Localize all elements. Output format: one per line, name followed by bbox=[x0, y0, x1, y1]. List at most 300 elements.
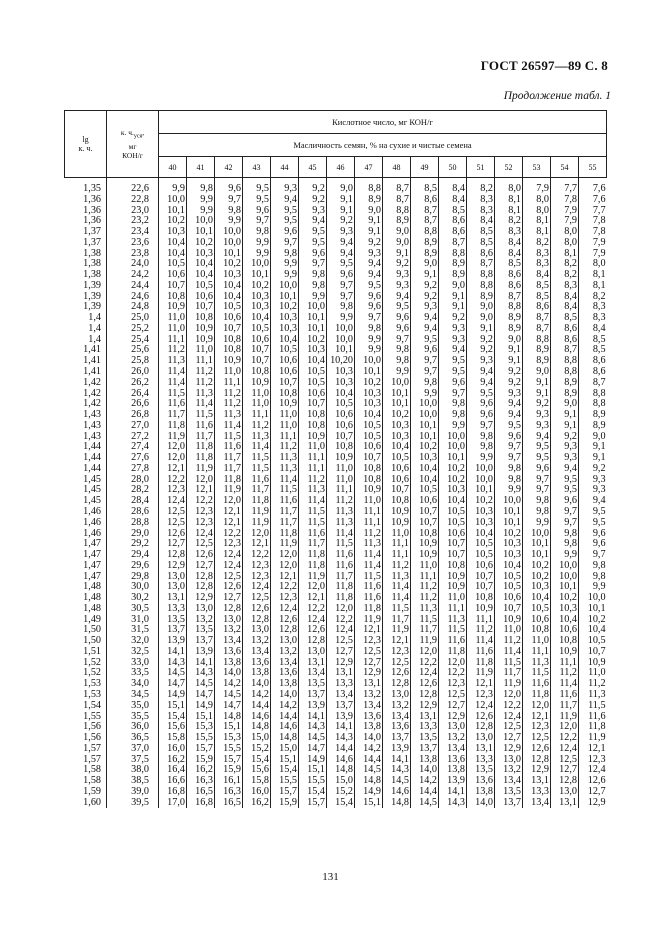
cell-value: 9,9 bbox=[467, 453, 495, 464]
cell-value: 14,0 bbox=[271, 690, 299, 701]
cell-value: 9,5 bbox=[271, 206, 299, 217]
cell-value: 12,7 bbox=[551, 765, 579, 776]
cell-value: 11,7 bbox=[271, 507, 299, 518]
cell-value: 16,2 bbox=[187, 765, 215, 776]
cell-value: 8,3 bbox=[551, 281, 579, 292]
cell-value: 9,5 bbox=[439, 367, 467, 378]
cell-value: 8,1 bbox=[579, 281, 607, 292]
cell-value: 12,0 bbox=[159, 442, 187, 453]
cell-value: 10,5 bbox=[355, 421, 383, 432]
cell-acid-number: 36,0 bbox=[107, 722, 159, 733]
cell-acid-number: 24,8 bbox=[107, 302, 159, 313]
cell-value: 10,7 bbox=[243, 345, 271, 356]
cell-value: 10,6 bbox=[187, 292, 215, 303]
cell-value: 13,0 bbox=[551, 787, 579, 798]
cell-value: 9,7 bbox=[355, 313, 383, 324]
cell-value: 13,6 bbox=[271, 668, 299, 679]
cell-value: 10,5 bbox=[355, 432, 383, 443]
cell-lg: 1,45 bbox=[83, 474, 101, 485]
cell-value: 8,0 bbox=[495, 178, 523, 195]
cell-value: 12,9 bbox=[159, 561, 187, 572]
cell-value: 11,2 bbox=[579, 679, 607, 690]
cell-value: 9,2 bbox=[439, 313, 467, 324]
column-header-oil-53: 53 bbox=[523, 157, 551, 178]
cell-value: 12,5 bbox=[383, 658, 411, 669]
cell-value: 10,8 bbox=[439, 561, 467, 572]
cell-value: 10,3 bbox=[411, 453, 439, 464]
cell-value: 9,5 bbox=[495, 421, 523, 432]
column-header-oil-55: 55 bbox=[579, 157, 607, 178]
cell-value: 11,8 bbox=[327, 582, 355, 593]
cell-value: 10,1 bbox=[215, 249, 243, 260]
cell-value: 9,3 bbox=[439, 324, 467, 335]
cell-value: 9,4 bbox=[495, 399, 523, 410]
cell-value: 10,4 bbox=[215, 281, 243, 292]
cell-value: 14,0 bbox=[243, 679, 271, 690]
cell-value: 10,4 bbox=[523, 593, 551, 604]
cell-value: 16,2 bbox=[159, 755, 187, 766]
cell-value: 12,1 bbox=[187, 485, 215, 496]
cell-value: 9,6 bbox=[327, 270, 355, 281]
cell-acid-number: 29,4 bbox=[107, 550, 159, 561]
cell-value: 9,8 bbox=[439, 399, 467, 410]
cell-value: 13,2 bbox=[383, 701, 411, 712]
cell-value: 11,7 bbox=[215, 453, 243, 464]
cell-value: 14,4 bbox=[411, 787, 439, 798]
cell-value: 9,7 bbox=[579, 550, 607, 561]
cell-value: 13,6 bbox=[383, 722, 411, 733]
cell-value: 14,2 bbox=[411, 776, 439, 787]
table-row bbox=[65, 668, 607, 679]
cell-value: 10,8 bbox=[243, 367, 271, 378]
cell-value: 11,2 bbox=[159, 345, 187, 356]
cell-value: 16,5 bbox=[187, 787, 215, 798]
cell-acid-number: 24,6 bbox=[107, 292, 159, 303]
cell-value: 16,1 bbox=[215, 776, 243, 787]
cell-value: 15,9 bbox=[271, 798, 299, 809]
cell-value: 10,4 bbox=[495, 561, 523, 572]
table-row bbox=[65, 335, 607, 346]
table-row bbox=[65, 292, 607, 303]
cell-value: 14,4 bbox=[243, 701, 271, 712]
cell-value: 8,6 bbox=[579, 356, 607, 367]
cell-value: 9,7 bbox=[271, 238, 299, 249]
cell-value: 11,9 bbox=[159, 432, 187, 443]
cell-value: 10,1 bbox=[243, 270, 271, 281]
cell-value: 12,4 bbox=[495, 712, 523, 723]
cell-value: 10,0 bbox=[355, 356, 383, 367]
cell-value: 9,8 bbox=[551, 529, 579, 540]
column-header-oil-41: 41 bbox=[187, 157, 215, 178]
cell-value: 9,9 bbox=[327, 313, 355, 324]
cell-value: 10,9 bbox=[271, 399, 299, 410]
cell-value: 10,8 bbox=[215, 345, 243, 356]
cell-value: 10,6 bbox=[159, 270, 187, 281]
cell-lg: 1,39 bbox=[83, 280, 101, 291]
cell-value: 9,9 bbox=[271, 259, 299, 270]
cell-value: 13,0 bbox=[439, 722, 467, 733]
cell-value: 8,2 bbox=[495, 216, 523, 227]
cell-value: 10,9 bbox=[187, 335, 215, 346]
cell-value: 13,4 bbox=[495, 776, 523, 787]
cell-value: 10,2 bbox=[439, 464, 467, 475]
cell-value: 11,5 bbox=[579, 701, 607, 712]
table-row bbox=[65, 259, 607, 270]
cell-value: 16,5 bbox=[215, 798, 243, 809]
cell-value: 12,7 bbox=[159, 539, 187, 550]
cell-value: 9,3 bbox=[579, 485, 607, 496]
cell-value: 15,3 bbox=[215, 733, 243, 744]
cell-value: 14,5 bbox=[299, 733, 327, 744]
cell-lg: 1,51 bbox=[83, 646, 101, 657]
cell-value: 12,0 bbox=[411, 647, 439, 658]
cell-value: 11,2 bbox=[271, 442, 299, 453]
cell-value: 14,5 bbox=[215, 690, 243, 701]
cell-value: 9,0 bbox=[327, 178, 355, 195]
cell-value: 16,3 bbox=[187, 776, 215, 787]
cell-value: 11,4 bbox=[327, 529, 355, 540]
cell-value: 9,2 bbox=[383, 259, 411, 270]
cell-value: 10,9 bbox=[439, 582, 467, 593]
cell-value: 9,5 bbox=[579, 518, 607, 529]
cell-value: 9,6 bbox=[411, 345, 439, 356]
cell-value: 10,6 bbox=[299, 389, 327, 400]
cell-value: 14,3 bbox=[439, 798, 467, 809]
cell-value: 9,8 bbox=[579, 572, 607, 583]
cell-value: 10,9 bbox=[383, 518, 411, 529]
cell-value: 9,4 bbox=[439, 345, 467, 356]
cell-value: 10,1 bbox=[411, 421, 439, 432]
cell-value: 8,9 bbox=[579, 421, 607, 432]
cell-value: 13,7 bbox=[383, 733, 411, 744]
cell-value: 11,2 bbox=[467, 625, 495, 636]
cell-value: 9,8 bbox=[299, 281, 327, 292]
cell-lg: 1,45 bbox=[83, 485, 101, 496]
cell-value: 12,0 bbox=[187, 475, 215, 486]
cell-value: 13,0 bbox=[467, 733, 495, 744]
cell-value: 12,3 bbox=[215, 539, 243, 550]
cell-value: 10,3 bbox=[327, 367, 355, 378]
cell-value: 10,2 bbox=[439, 475, 467, 486]
cell-value: 9,8 bbox=[467, 432, 495, 443]
cell-value: 13,0 bbox=[187, 604, 215, 615]
cell-value: 11,0 bbox=[579, 668, 607, 679]
cell-value: 11,5 bbox=[187, 410, 215, 421]
cell-value: 11,5 bbox=[159, 389, 187, 400]
cell-value: 10,3 bbox=[551, 604, 579, 615]
cell-value: 12,6 bbox=[299, 625, 327, 636]
cell-value: 9,6 bbox=[355, 292, 383, 303]
cell-value: 10,1 bbox=[579, 604, 607, 615]
cell-value: 9,5 bbox=[523, 453, 551, 464]
table-row bbox=[65, 507, 607, 518]
cell-value: 10,7 bbox=[383, 485, 411, 496]
cell-value: 11,1 bbox=[523, 647, 551, 658]
cell-value: 9,1 bbox=[439, 302, 467, 313]
cell-acid-number: 25,6 bbox=[107, 345, 159, 356]
cell-value: 9,3 bbox=[383, 281, 411, 292]
cell-value: 12,7 bbox=[355, 658, 383, 669]
cell-value: 13,0 bbox=[383, 690, 411, 701]
cell-value: 14,5 bbox=[383, 776, 411, 787]
table-row bbox=[65, 249, 607, 260]
cell-lg: 1,42 bbox=[83, 377, 101, 388]
cell-value: 9,1 bbox=[495, 345, 523, 356]
cell-value: 10,2 bbox=[355, 378, 383, 389]
cell-value: 11,5 bbox=[299, 518, 327, 529]
cell-value: 13,6 bbox=[439, 755, 467, 766]
cell-value: 8,5 bbox=[523, 281, 551, 292]
cell-value: 9,2 bbox=[355, 238, 383, 249]
cell-value: 8,7 bbox=[523, 313, 551, 324]
cell-value: 11,3 bbox=[355, 539, 383, 550]
cell-value: 8,9 bbox=[495, 313, 523, 324]
cell-lg: 1,60 bbox=[65, 798, 107, 809]
cell-value: 9,5 bbox=[551, 485, 579, 496]
cell-value: 10,5 bbox=[467, 550, 495, 561]
cell-value: 8,6 bbox=[411, 195, 439, 206]
cell-value: 8,6 bbox=[551, 335, 579, 346]
cell-value: 11,6 bbox=[467, 647, 495, 658]
column-header-oil-47: 47 bbox=[355, 157, 383, 178]
cell-value: 8,7 bbox=[383, 195, 411, 206]
column-header-oil-46: 46 bbox=[327, 157, 355, 178]
cell-value: 9,5 bbox=[327, 259, 355, 270]
cell-value: 14,1 bbox=[187, 658, 215, 669]
cell-value: 11,9 bbox=[271, 539, 299, 550]
cell-value: 8,7 bbox=[411, 206, 439, 217]
cell-value: 8,7 bbox=[523, 324, 551, 335]
cell-value: 10,6 bbox=[439, 529, 467, 540]
cell-value: 9,5 bbox=[383, 302, 411, 313]
cell-value: 10,7 bbox=[355, 453, 383, 464]
cell-value: 9,1 bbox=[439, 292, 467, 303]
cell-value: 13,1 bbox=[299, 658, 327, 669]
cell-value: 7,6 bbox=[579, 195, 607, 206]
table-row bbox=[65, 281, 607, 292]
cell-value: 14,2 bbox=[215, 679, 243, 690]
cell-value: 11,6 bbox=[327, 550, 355, 561]
cell-value: 10,7 bbox=[159, 281, 187, 292]
cell-acid-number: 37,5 bbox=[107, 755, 159, 766]
cell-value: 11,1 bbox=[159, 335, 187, 346]
cell-value: 12,6 bbox=[159, 529, 187, 540]
cell-value: 15,7 bbox=[215, 755, 243, 766]
cell-value: 9,4 bbox=[551, 464, 579, 475]
cell-value: 10,6 bbox=[383, 475, 411, 486]
cell-value: 9,6 bbox=[383, 324, 411, 335]
cell-value: 16,4 bbox=[159, 765, 187, 776]
cell-value: 14,9 bbox=[355, 787, 383, 798]
cell-value: 12,4 bbox=[299, 615, 327, 626]
cell-value: 10,9 bbox=[579, 658, 607, 669]
cell-value: 10,0 bbox=[551, 572, 579, 583]
cell-value: 9,8 bbox=[551, 539, 579, 550]
cell-value: 12,9 bbox=[327, 658, 355, 669]
cell-value: 10,1 bbox=[467, 485, 495, 496]
cell-value: 8,3 bbox=[467, 195, 495, 206]
cell-value: 16,0 bbox=[159, 744, 187, 755]
cell-value: 11,1 bbox=[355, 518, 383, 529]
table-row bbox=[65, 453, 607, 464]
cell-value: 15,3 bbox=[187, 722, 215, 733]
cell-value: 10,1 bbox=[271, 292, 299, 303]
cell-value: 11,1 bbox=[299, 453, 327, 464]
cell-value: 8,9 bbox=[439, 259, 467, 270]
cell-value: 12,3 bbox=[271, 593, 299, 604]
cell-value: 11,3 bbox=[271, 464, 299, 475]
cell-value: 13,2 bbox=[495, 765, 523, 776]
cell-acid-number: 31,0 bbox=[107, 615, 159, 626]
cell-value: 11,2 bbox=[327, 496, 355, 507]
cell-value: 9,1 bbox=[523, 389, 551, 400]
cell-value: 8,9 bbox=[495, 324, 523, 335]
cell-value: 9,0 bbox=[355, 206, 383, 217]
cell-value: 12,2 bbox=[243, 550, 271, 561]
cell-value: 12,4 bbox=[159, 496, 187, 507]
cell-lg: 1,47 bbox=[83, 550, 101, 561]
table-row bbox=[65, 712, 607, 723]
table-continuation-label: Продолжение табл. 1 bbox=[503, 90, 611, 102]
cell-value: 8,4 bbox=[551, 292, 579, 303]
cell-value: 8,2 bbox=[551, 259, 579, 270]
group-header-acid-number: Кислотное число, мг КОН/г bbox=[159, 111, 607, 134]
cell-value: 11,3 bbox=[243, 432, 271, 443]
cell-value: 8,6 bbox=[495, 281, 523, 292]
cell-value: 13,9 bbox=[159, 636, 187, 647]
cell-lg: 1,4 bbox=[88, 323, 101, 334]
cell-value: 12,0 bbox=[243, 529, 271, 540]
cell-value: 12,7 bbox=[439, 701, 467, 712]
cell-value: 11,5 bbox=[495, 658, 523, 669]
cell-acid-number: 26,6 bbox=[107, 399, 159, 410]
cell-value: 8,8 bbox=[579, 399, 607, 410]
cell-acid-number: 23,6 bbox=[107, 238, 159, 249]
cell-value: 13,0 bbox=[495, 755, 523, 766]
cell-value: 7,9 bbox=[523, 178, 551, 195]
cell-value: 13,0 bbox=[159, 582, 187, 593]
cell-value: 9,6 bbox=[551, 496, 579, 507]
cell-value: 14,0 bbox=[411, 765, 439, 776]
cell-value: 8,4 bbox=[439, 178, 467, 195]
cell-value: 7,9 bbox=[579, 249, 607, 260]
cell-value: 10,1 bbox=[551, 582, 579, 593]
cell-value: 14,6 bbox=[243, 712, 271, 723]
cell-value: 11,6 bbox=[187, 421, 215, 432]
cell-value: 10,4 bbox=[159, 249, 187, 260]
cell-value: 10,5 bbox=[467, 539, 495, 550]
cell-value: 9,0 bbox=[467, 313, 495, 324]
cell-value: 14,6 bbox=[271, 722, 299, 733]
cell-value: 8,2 bbox=[523, 238, 551, 249]
cell-acid-number: 37,0 bbox=[107, 744, 159, 755]
cell-value: 10,3 bbox=[495, 550, 523, 561]
cell-value: 10,8 bbox=[215, 335, 243, 346]
cell-value: 9,3 bbox=[439, 335, 467, 346]
cell-value: 13,4 bbox=[243, 647, 271, 658]
cell-value: 9,0 bbox=[439, 281, 467, 292]
cell-value: 10,6 bbox=[271, 367, 299, 378]
cell-value: 15,0 bbox=[243, 733, 271, 744]
cell-value: 11,2 bbox=[215, 389, 243, 400]
cell-value: 9,5 bbox=[299, 227, 327, 238]
cell-value: 10,8 bbox=[355, 464, 383, 475]
cell-value: 12,5 bbox=[327, 636, 355, 647]
cell-value: 11,9 bbox=[579, 733, 607, 744]
cell-value: 11,7 bbox=[327, 572, 355, 583]
cell-value: 15,2 bbox=[243, 744, 271, 755]
cell-value: 11,2 bbox=[411, 593, 439, 604]
cell-value: 10,1 bbox=[439, 453, 467, 464]
cell-value: 12,3 bbox=[243, 561, 271, 572]
cell-value: 9,9 bbox=[355, 335, 383, 346]
cell-value: 11,0 bbox=[159, 313, 187, 324]
cell-acid-number: 32,5 bbox=[107, 647, 159, 658]
cell-value: 9,9 bbox=[383, 367, 411, 378]
cell-value: 13,1 bbox=[327, 668, 355, 679]
cell-value: 10,7 bbox=[299, 399, 327, 410]
cell-value: 10,9 bbox=[467, 604, 495, 615]
cell-value: 11,5 bbox=[523, 668, 551, 679]
cell-value: 9,9 bbox=[523, 518, 551, 529]
cell-value: 14,0 bbox=[215, 668, 243, 679]
cell-value: 11,4 bbox=[299, 496, 327, 507]
cell-value: 12,9 bbox=[523, 765, 551, 776]
cell-value: 11,5 bbox=[271, 485, 299, 496]
cell-value: 9,8 bbox=[187, 178, 215, 195]
cell-value: 15,4 bbox=[299, 787, 327, 798]
cell-value: 12,9 bbox=[187, 593, 215, 604]
cell-value: 12,2 bbox=[495, 701, 523, 712]
cell-value: 11,2 bbox=[411, 582, 439, 593]
cell-value: 10,0 bbox=[495, 496, 523, 507]
cell-value: 13,3 bbox=[159, 604, 187, 615]
cell-value: 8,5 bbox=[439, 206, 467, 217]
cell-value: 10,1 bbox=[495, 507, 523, 518]
cell-value: 8,3 bbox=[579, 313, 607, 324]
cell-lg: 1,52 bbox=[83, 657, 101, 668]
cell-value: 9,7 bbox=[411, 356, 439, 367]
cell-value: 11,3 bbox=[439, 615, 467, 626]
cell-value: 12,0 bbox=[159, 453, 187, 464]
cell-value: 9,6 bbox=[439, 378, 467, 389]
cell-value: 9,1 bbox=[327, 195, 355, 206]
cell-value: 10,0 bbox=[187, 216, 215, 227]
cell-value: 12,3 bbox=[243, 572, 271, 583]
cell-value: 9,1 bbox=[551, 421, 579, 432]
cell-value: 8,9 bbox=[551, 378, 579, 389]
cell-value: 9,5 bbox=[243, 195, 271, 206]
column-header-lg: lg к. ч. bbox=[65, 111, 107, 178]
cell-value: 9,4 bbox=[411, 313, 439, 324]
cell-value: 9,1 bbox=[383, 249, 411, 260]
cell-value: 10,3 bbox=[355, 399, 383, 410]
cell-value: 9,2 bbox=[411, 281, 439, 292]
cell-value: 9,2 bbox=[467, 345, 495, 356]
cell-value: 15,6 bbox=[159, 722, 187, 733]
cell-value: 11,4 bbox=[551, 679, 579, 690]
table-row bbox=[65, 345, 607, 356]
cell-value: 8,8 bbox=[467, 281, 495, 292]
cell-value: 14,3 bbox=[327, 733, 355, 744]
table-row bbox=[65, 389, 607, 400]
cell-value: 10,7 bbox=[467, 572, 495, 583]
cell-value: 10,7 bbox=[271, 378, 299, 389]
cell-value: 10,1 bbox=[187, 227, 215, 238]
cell-value: 10,6 bbox=[355, 442, 383, 453]
cell-value: 8,8 bbox=[579, 389, 607, 400]
cell-value: 10,3 bbox=[523, 582, 551, 593]
